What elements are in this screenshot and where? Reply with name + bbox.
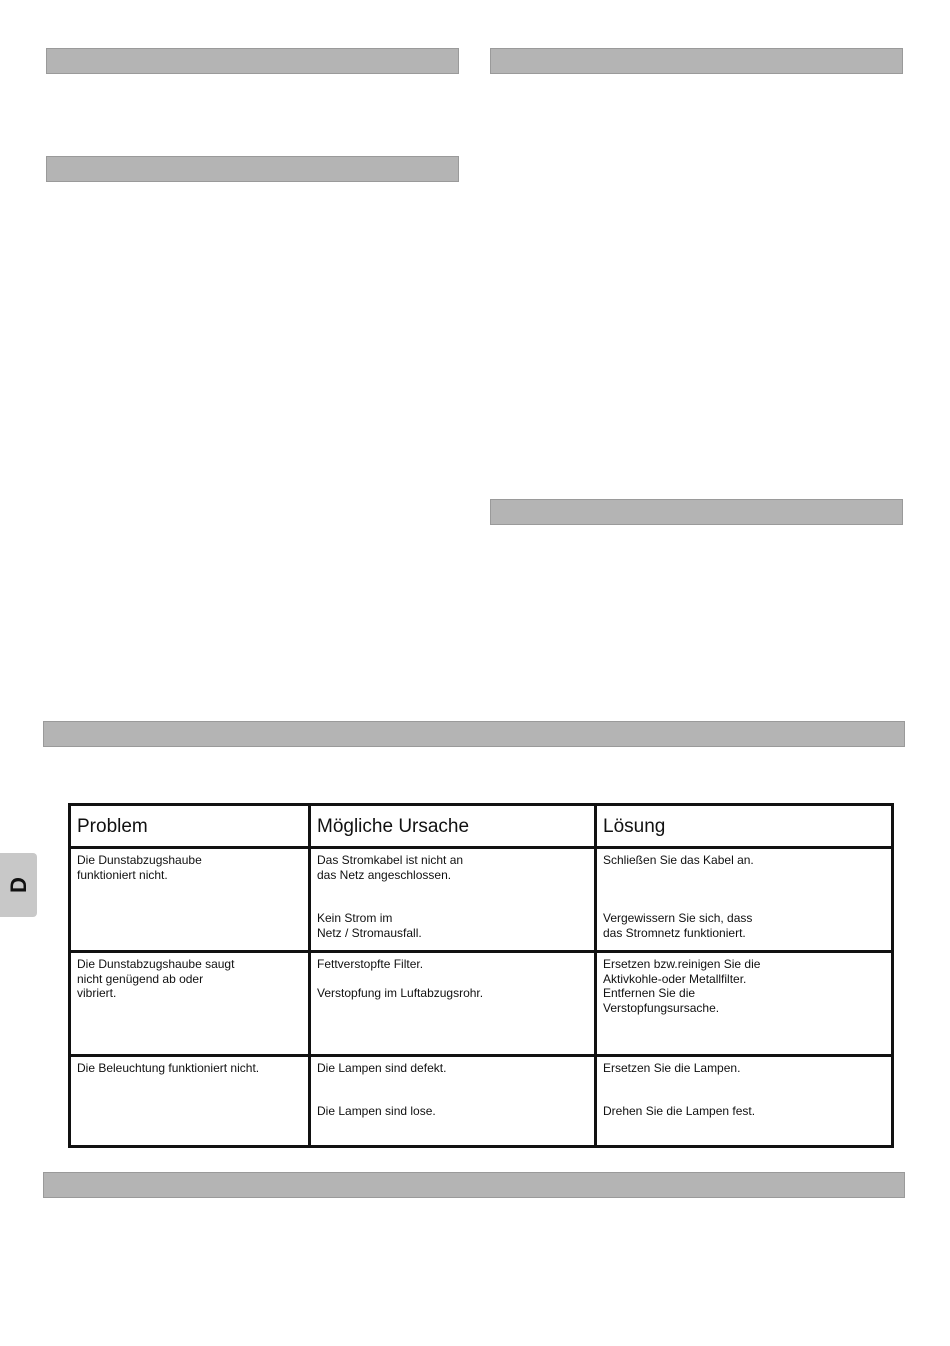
section-header-bar <box>46 48 459 74</box>
troubleshooting-table <box>68 803 894 1148</box>
cell-text: Verstopfung im Luftabzugsrohr. <box>317 986 484 1001</box>
cell-text: Kein Strom im <box>317 911 393 925</box>
cell-text: Aktivkohle-oder Metallfilter. <box>603 971 747 986</box>
cell-text: Ersetzen Sie die Lampen. <box>603 1060 741 1075</box>
section-header-bar <box>46 156 459 182</box>
section-header-bar <box>490 48 903 74</box>
section-header-bar <box>43 721 905 747</box>
table-row <box>70 952 893 1055</box>
cell-text: Ersetzen bzw.reinigen Sie die <box>603 957 761 972</box>
solution-cell <box>596 952 893 1055</box>
cell-text: Die Dunstabzugshaube <box>77 853 202 867</box>
language-tab <box>0 853 37 917</box>
cell-text: Die Beleuchtung funktioniert nicht. <box>77 1060 260 1075</box>
cell-text: Das Stromkabel ist nicht an <box>317 853 464 867</box>
cell-text: Die Lampen sind defekt. <box>317 1060 447 1075</box>
solution-cell <box>596 1055 893 1146</box>
cell-text: Vergewissern Sie sich, dass <box>603 911 753 925</box>
cell-text: Netz / Stromausfall. <box>317 925 422 940</box>
section-header-bar <box>43 1172 905 1198</box>
cell-text: nicht genügend ab oder <box>77 971 204 986</box>
cell-text: funktioniert nicht. <box>77 867 168 882</box>
cause-cell <box>310 848 596 952</box>
cell-text: Entfernen Sie die <box>603 986 696 1001</box>
solution-cell <box>596 848 893 952</box>
problem-cell <box>70 952 310 1055</box>
table-row <box>70 1055 893 1146</box>
cell-text: das Stromnetz funktioniert. <box>603 925 746 940</box>
problem-cell <box>70 848 310 952</box>
cell-text: Verstopfungsursache. <box>603 1000 720 1015</box>
cell-text: vibriert. <box>77 986 117 1001</box>
column-header-solution: Lösung <box>596 805 893 848</box>
section-header-bar <box>490 499 903 525</box>
cause-cell <box>310 1055 596 1146</box>
cell-text: Fettverstopfte Filter. <box>317 957 424 972</box>
column-header-problem: Problem <box>70 805 310 848</box>
cell-text: Die Dunstabzugshaube saugt <box>77 957 235 972</box>
cause-cell <box>310 952 596 1055</box>
cell-text: Schließen Sie das Kabel an. <box>603 853 754 867</box>
cell-text: Drehen Sie die Lampen fest. <box>603 1104 756 1119</box>
table-row <box>70 848 893 952</box>
column-header-cause: Mögliche Ursache <box>310 805 596 848</box>
table-header-row <box>70 805 893 848</box>
cell-text: das Netz angeschlossen. <box>317 867 452 882</box>
language-tab-label: D <box>5 877 31 893</box>
problem-cell <box>70 1055 310 1146</box>
cell-text: Die Lampen sind lose. <box>317 1104 436 1119</box>
